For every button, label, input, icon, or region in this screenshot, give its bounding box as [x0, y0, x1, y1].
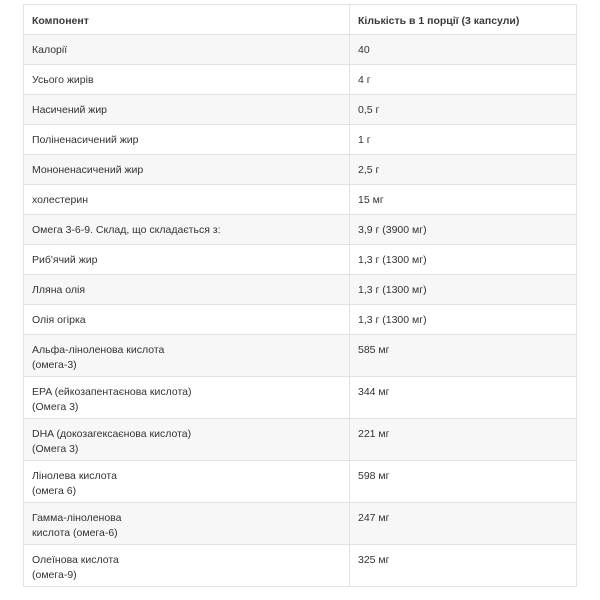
column-header-component: Компонент: [24, 5, 350, 35]
component-cell: Насичений жир: [24, 95, 350, 125]
column-header-amount: Кількість в 1 порції (3 капсули): [350, 5, 577, 35]
table-row: [24, 335, 577, 377]
component-line: кислота (омега-6): [32, 527, 118, 539]
component-line: EPA (ейкозапентаєнова кислота): [32, 386, 192, 398]
table-row: [24, 545, 577, 587]
amount-cell: 15 мг: [350, 185, 577, 215]
component-cell: Олія огірка: [24, 305, 350, 335]
component-cell: Лляна олія: [24, 275, 350, 305]
amount-cell: 1,3 г (1300 мг): [350, 305, 577, 335]
table-row: [24, 245, 577, 275]
nutrition-table: [23, 4, 577, 587]
component-cell: [24, 503, 350, 545]
component-cell: [24, 377, 350, 419]
table-row: [24, 185, 577, 215]
component-cell: Мононенасичений жир: [24, 155, 350, 185]
table-row: [24, 215, 577, 245]
component-line: Гамма-ліноленова: [32, 512, 122, 524]
component-line: (Омега 3): [32, 401, 79, 413]
component-cell: Риб'ячий жир: [24, 245, 350, 275]
component-cell: Калорії: [24, 35, 350, 65]
table-row: [24, 35, 577, 65]
component-line: Олеїнова кислота: [32, 554, 119, 566]
amount-cell: 1,3 г (1300 мг): [350, 275, 577, 305]
table-row: [24, 125, 577, 155]
table-row: [24, 305, 577, 335]
component-line: (омега-9): [32, 569, 77, 581]
component-cell: [24, 545, 350, 587]
amount-cell: 2,5 г: [350, 155, 577, 185]
nutrition-table-container: [23, 4, 576, 587]
component-line: Лінолева кислота: [32, 470, 117, 482]
amount-cell: 221 мг: [350, 419, 577, 461]
amount-cell: 0,5 г: [350, 95, 577, 125]
amount-cell: 598 мг: [350, 461, 577, 503]
component-line: (Омега 3): [32, 443, 79, 455]
component-line: (омега-3): [32, 359, 77, 371]
component-line: DHA (докозагексаєнова кислота): [32, 428, 192, 440]
component-cell: Омега 3-6-9. Склад, що складається з:: [24, 215, 350, 245]
table-row: [24, 419, 577, 461]
amount-cell: 247 мг: [350, 503, 577, 545]
table-row: [24, 275, 577, 305]
amount-cell: 325 мг: [350, 545, 577, 587]
table-row: [24, 155, 577, 185]
component-cell: [24, 461, 350, 503]
amount-cell: 344 мг: [350, 377, 577, 419]
component-line: (омега 6): [32, 485, 77, 497]
amount-cell: 585 мг: [350, 335, 577, 377]
table-row: [24, 377, 577, 419]
component-line: Альфа-ліноленова кислота: [32, 344, 165, 356]
table-row: [24, 461, 577, 503]
amount-cell: 1 г: [350, 125, 577, 155]
table-header-row: [24, 5, 577, 35]
table-row: [24, 95, 577, 125]
amount-cell: 1,3 г (1300 мг): [350, 245, 577, 275]
component-cell: [24, 419, 350, 461]
table-row: [24, 503, 577, 545]
component-cell: [24, 335, 350, 377]
component-cell: Усього жирів: [24, 65, 350, 95]
table-row: [24, 65, 577, 95]
amount-cell: 4 г: [350, 65, 577, 95]
amount-cell: 40: [350, 35, 577, 65]
component-cell: холестерин: [24, 185, 350, 215]
amount-cell: 3,9 г (3900 мг): [350, 215, 577, 245]
component-cell: Поліненасичений жир: [24, 125, 350, 155]
